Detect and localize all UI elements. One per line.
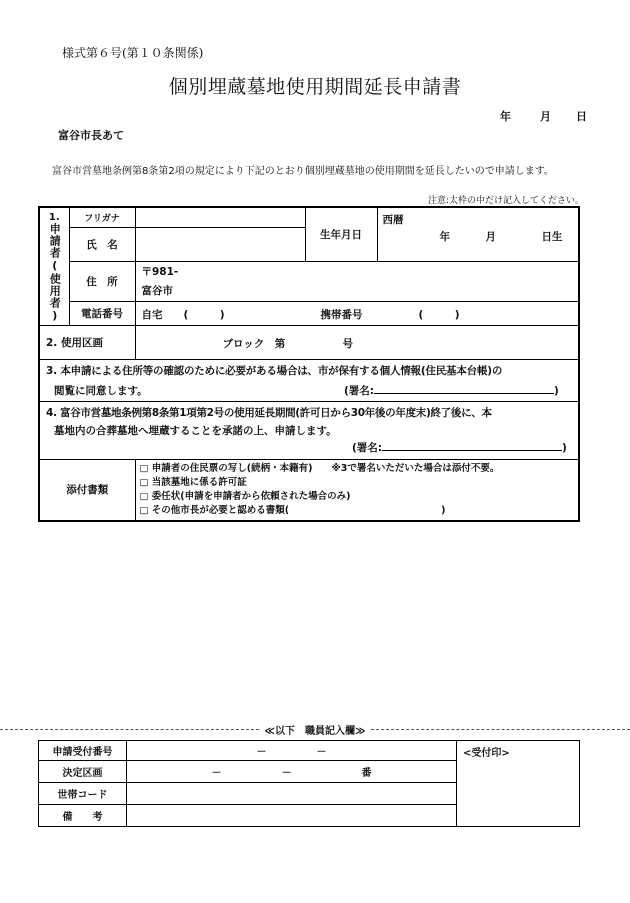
date-day-label: 日	[576, 110, 587, 123]
plot-field[interactable]	[135, 325, 579, 359]
form-number: 様式第６号(第１０条関係)	[62, 46, 204, 60]
staff-table	[38, 740, 580, 827]
name-label: 氏 名	[69, 227, 135, 261]
decision-plot-field[interactable]: － － 番	[127, 761, 457, 783]
staff-divider-label: ≪以下 職員記入欄≫	[264, 726, 366, 737]
mobile-paren: ( )	[418, 308, 460, 321]
consent-section	[39, 359, 579, 401]
consent-line2: 閲覧に同意します。	[54, 384, 148, 397]
divider-line	[371, 729, 630, 730]
date-year-label: 年	[500, 110, 511, 123]
postal-code: 〒981-	[141, 266, 179, 278]
section1-number: 1.	[48, 212, 60, 223]
signature-close: )	[554, 384, 559, 397]
home-phone: 自宅 ( )	[141, 308, 225, 321]
attachments-list	[135, 459, 579, 521]
receipt-number-field[interactable]: － －	[127, 741, 457, 761]
attachment-item[interactable]: □ 当該墓地に係る許可証	[139, 476, 247, 488]
name-field[interactable]	[135, 227, 305, 261]
decision-plot-label: 決定区画	[39, 761, 127, 783]
remarks-field[interactable]	[127, 805, 457, 827]
birth-month-label: 月	[485, 231, 496, 243]
receipt-stamp-box	[457, 741, 580, 827]
consent-signature[interactable]	[344, 383, 559, 398]
birthdate-field[interactable]	[377, 207, 579, 261]
applicant-label: 申請者(使用者)	[48, 223, 62, 323]
signature-open: (署名:	[344, 384, 374, 397]
mobile-label: 携帯番号	[320, 308, 363, 321]
birth-year-label: 年	[439, 231, 450, 243]
plot-number-suffix: 号	[342, 337, 353, 350]
attachment-item[interactable]: □ 申請者の住民票の写し(続柄・本籍有) ※3で署名いただいた場合は添付不要。	[139, 462, 500, 474]
receipt-stamp-label: <受付印>	[463, 748, 510, 759]
burial-line1: 4. 富谷市営墓地条例第8条第1項第2号の使用延長期間(許可日から30年後の年度末)終了後に、本	[46, 406, 492, 419]
plot-label: 2. 使用区画	[39, 325, 135, 359]
signature-close: )	[562, 441, 567, 454]
phone-field[interactable]	[135, 301, 579, 325]
remarks-label: 備 考	[39, 805, 127, 827]
furigana-label: フリガナ	[69, 207, 135, 227]
consent-line1: 3. 本申請による住所等の確認のために必要がある場合は、市が保有する個人情報(住民基本台帳)の	[46, 364, 503, 377]
staff-divider	[0, 722, 630, 737]
attachment-item[interactable]: □ 委任状(申請を申請者から依頼された場合のみ)	[139, 490, 351, 502]
city-name: 富谷市	[141, 285, 173, 297]
birth-day-label: 日生	[541, 231, 563, 243]
birthdate-label: 生年月日	[305, 207, 377, 261]
date-month-label: 月	[540, 110, 551, 123]
instruction-note: 注意:太枠の中だけ記入してください。	[427, 196, 584, 206]
address-field[interactable]	[135, 261, 579, 301]
addressee: 富谷市長あて	[58, 129, 124, 142]
intro-text: 富谷市営墓地条例第8条第2項の規定により下記のとおり個別埋蔵墓地の使用期間を延長したいので申請します。	[52, 166, 554, 177]
receipt-number-label: 申請受付番号	[39, 741, 127, 761]
era-label: 西暦	[382, 214, 404, 226]
application-table	[38, 206, 580, 522]
furigana-field[interactable]	[135, 207, 305, 227]
attachment-item[interactable]: □ その他市長が必要と認める書類( )	[139, 504, 446, 516]
burial-signature[interactable]	[352, 440, 567, 455]
burial-line2: 墓地内の合葬墓地へ埋蔵することを承諾の上、申請します。	[54, 424, 337, 437]
household-code-label: 世帯コード	[39, 783, 127, 805]
signature-open: (署名:	[352, 441, 382, 454]
burial-consent-section	[39, 401, 579, 459]
page-title: 個別埋蔵墓地使用期間延長申請書	[168, 76, 462, 98]
block-label: ブロック 第	[222, 337, 286, 350]
attachments-label: 添付書類	[39, 459, 135, 521]
household-code-field[interactable]	[127, 783, 457, 805]
divider-line	[0, 729, 259, 730]
phone-label: 電話番号	[69, 301, 135, 325]
applicant-section-label	[39, 207, 69, 325]
address-label: 住 所	[69, 261, 135, 301]
